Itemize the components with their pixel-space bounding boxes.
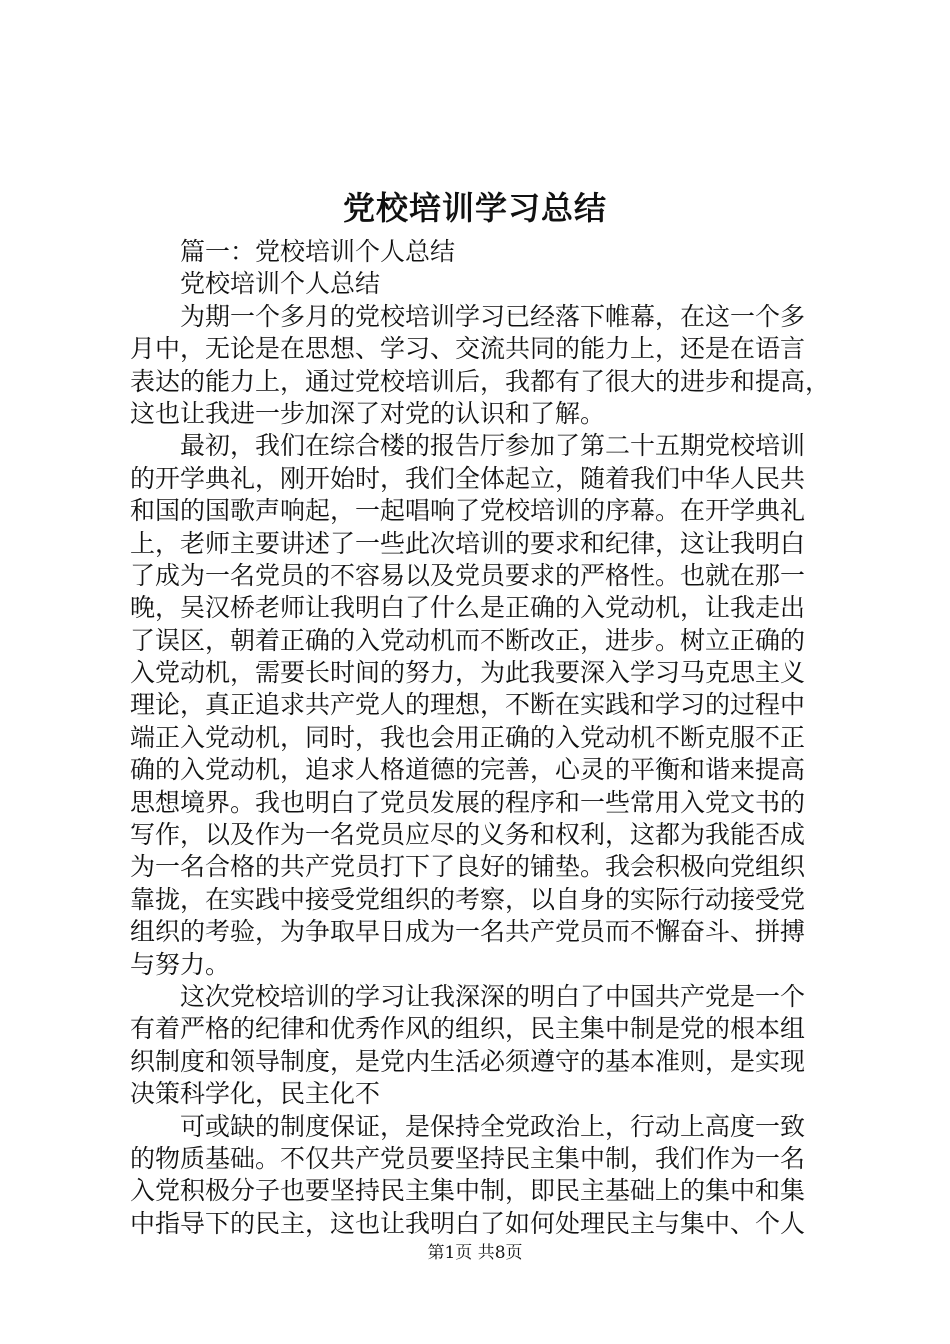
- body-line: 最初，我们在综合楼的报告厅参加了第二十五期党校培训: [180, 431, 806, 461]
- body-line: 入党积极分子也要坚持民主集中制，即民主基础上的集中和集: [130, 1176, 806, 1206]
- body-line: 表达的能力上，通过党校培训后，我都有了很大的进步和提高，: [130, 366, 831, 396]
- body-line: 与努力。: [130, 949, 231, 979]
- body-line: 上，老师主要讲述了一些此次培训的要求和纪律，这让我明白: [130, 528, 806, 558]
- body-line: 中指导下的民主，这也让我明白了如何处理民主与集中、个人: [130, 1208, 806, 1238]
- body-line: 党校培训个人总结: [180, 269, 381, 299]
- body-line: 组织的考验，为争取早日成为一名共产党员而不懈奋斗、拼搏: [130, 917, 806, 947]
- body-line: 篇一：党校培训个人总结: [180, 237, 456, 266]
- body-line: 织制度和领导制度，是党内生活必须遵守的基本准则，是实现: [130, 1046, 806, 1076]
- body-line: 写作，以及作为一名党员应尽的义务和权利，这都为我能否成: [130, 820, 806, 850]
- body-line: 这次党校培训的学习让我深深的明白了中国共产党是一个: [180, 981, 806, 1011]
- document-body: [130, 236, 835, 1240]
- body-line: 的开学典礼，刚开始时，我们全体起立，随着我们中华人民共: [130, 463, 806, 493]
- body-line: 决策科学化，民主化不: [130, 1079, 381, 1109]
- body-line: 理论，真正追求共产党人的理想，不断在实践和学习的过程中: [130, 690, 806, 720]
- body-line: 这也让我进一步加深了对党的认识和了解。: [130, 398, 606, 428]
- body-line: 了成为一名党员的不容易以及党员要求的严格性。也就在那一: [130, 560, 806, 590]
- body-line: 可或缺的制度保证，是保持全党政治上，行动上高度一致: [180, 1111, 806, 1141]
- body-line: 的物质基础。不仅共产党员要坚持民主集中制，我们作为一名: [130, 1143, 806, 1173]
- body-line: 月中，无论是在思想、学习、交流共同的能力上，还是在语言: [130, 334, 806, 364]
- body-line: 靠拢，在实践中接受党组织的考察，以自身的实际行动接受党: [130, 884, 806, 914]
- body-line: 为一名合格的共产党员打下了良好的铺垫。我会积极向党组织: [130, 852, 806, 882]
- body-line: 端正入党动机，同时，我也会用正确的入党动机不断克服不正: [130, 722, 806, 752]
- body-line: 为期一个多月的党校培训学习已经落下帷幕，在这一个多: [180, 301, 806, 331]
- body-line: 入党动机，需要长时间的努力，为此我要深入学习马克思主义: [130, 658, 806, 688]
- body-line: 有着严格的纪律和优秀作风的组织，民主集中制是党的根本组: [130, 1014, 806, 1044]
- page-footer: 第1页 共8页: [427, 1243, 523, 1263]
- body-line: 晚，吴汉桥老师让我明白了什么是正确的入党动机，让我走出: [130, 593, 806, 623]
- body-line: 思想境界。我也明白了党员发展的程序和一些常用入党文书的: [130, 787, 806, 817]
- body-line: 了误区，朝着正确的入党动机而不断改正，进步。树立正确的: [130, 625, 806, 655]
- body-line: 确的入党动机，追求人格道德的完善，心灵的平衡和谐来提高: [130, 755, 806, 785]
- document-title: 党校培训学习总结: [342, 189, 607, 227]
- body-line: 和国的国歌声响起，一起唱响了党校培训的序幕。在开学典礼: [130, 496, 806, 526]
